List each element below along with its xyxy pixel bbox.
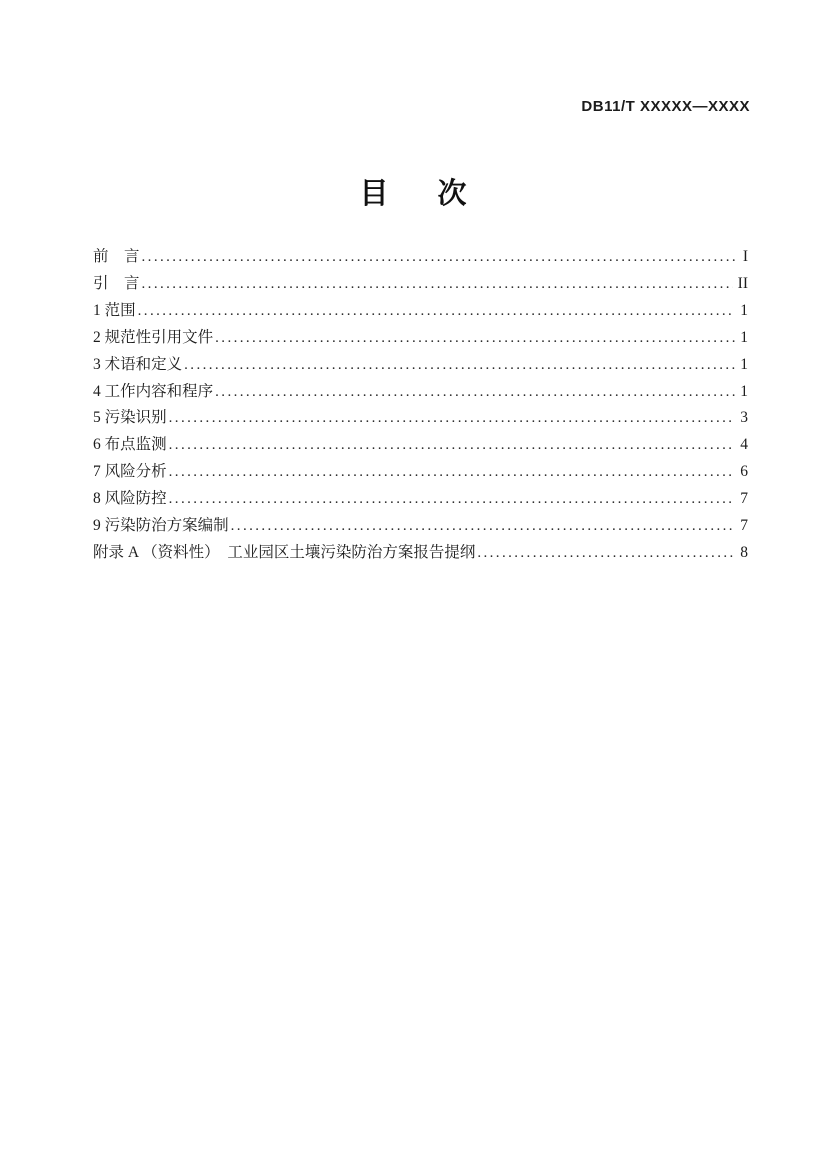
toc-entry-label: 4 工作内容和程序 [93,382,214,400]
toc-leader-dots [142,244,738,271]
toc-entry-page: 1 [740,355,748,373]
toc-entry-label: 3 术语和定义 [93,355,183,373]
standard-code-header: DB11/T XXXXX—XXXX [581,98,750,115]
toc-leader-dots [215,325,735,352]
toc-entry[interactable] [93,513,748,540]
toc-entry-page: 7 [740,490,748,508]
toc-entry[interactable] [93,325,748,352]
toc-entry-label: 引 言 [93,274,140,292]
toc-leader-dots [184,352,735,379]
toc-entry[interactable] [93,540,748,567]
toc-entry-label: 6 布点监测 [93,436,167,454]
toc-entry-label: 5 污染识别 [93,409,167,427]
toc-entry-label: 7 风险分析 [93,463,167,481]
toc-entry[interactable] [93,405,748,432]
toc-leader-dots [215,379,735,406]
toc-entry-label: 附录 A （资料性） 工业园区土壤污染防治方案报告提纲 [93,543,476,561]
toc-entry-page: I [742,248,748,265]
toc-entry-page: 4 [740,436,748,454]
toc-leader-dots [169,405,736,432]
toc-entry-page: 6 [740,463,748,481]
toc-entry-page: 1 [740,301,748,319]
toc-entry[interactable] [93,298,748,325]
toc-entry-page: 3 [740,409,748,427]
toc-entry-label: 前 言 [93,248,140,265]
toc-leader-dots [169,459,736,486]
toc-leader-dots [231,513,736,540]
toc-leader-dots [142,271,733,298]
page-title: 目 次 [359,178,477,210]
toc-leader-dots [169,432,736,459]
toc-entry[interactable] [93,379,748,406]
toc-entry-label: 2 规范性引用文件 [93,328,214,346]
toc-entry[interactable] [93,432,748,459]
toc-entry[interactable] [93,244,748,271]
toc-entry-page: 1 [740,382,748,400]
toc-leader-dots [138,298,736,325]
toc-entry-page: 8 [740,543,748,561]
toc-entry-page: 7 [740,517,748,535]
toc-entry-label: 8 风险防控 [93,490,167,508]
toc-entry[interactable] [93,459,748,486]
toc-leader-dots [169,486,736,513]
toc-entry[interactable] [93,352,748,379]
toc-entry[interactable] [93,271,748,298]
toc-entry-label: 1 范围 [93,301,136,319]
toc-leader-dots [477,540,735,567]
toc-entry[interactable] [93,486,748,513]
toc-entry-label: 9 污染防治方案编制 [93,517,229,535]
toc-entry-page: II [737,274,748,292]
toc-entry-page: 1 [740,328,748,346]
toc-list [93,244,748,567]
